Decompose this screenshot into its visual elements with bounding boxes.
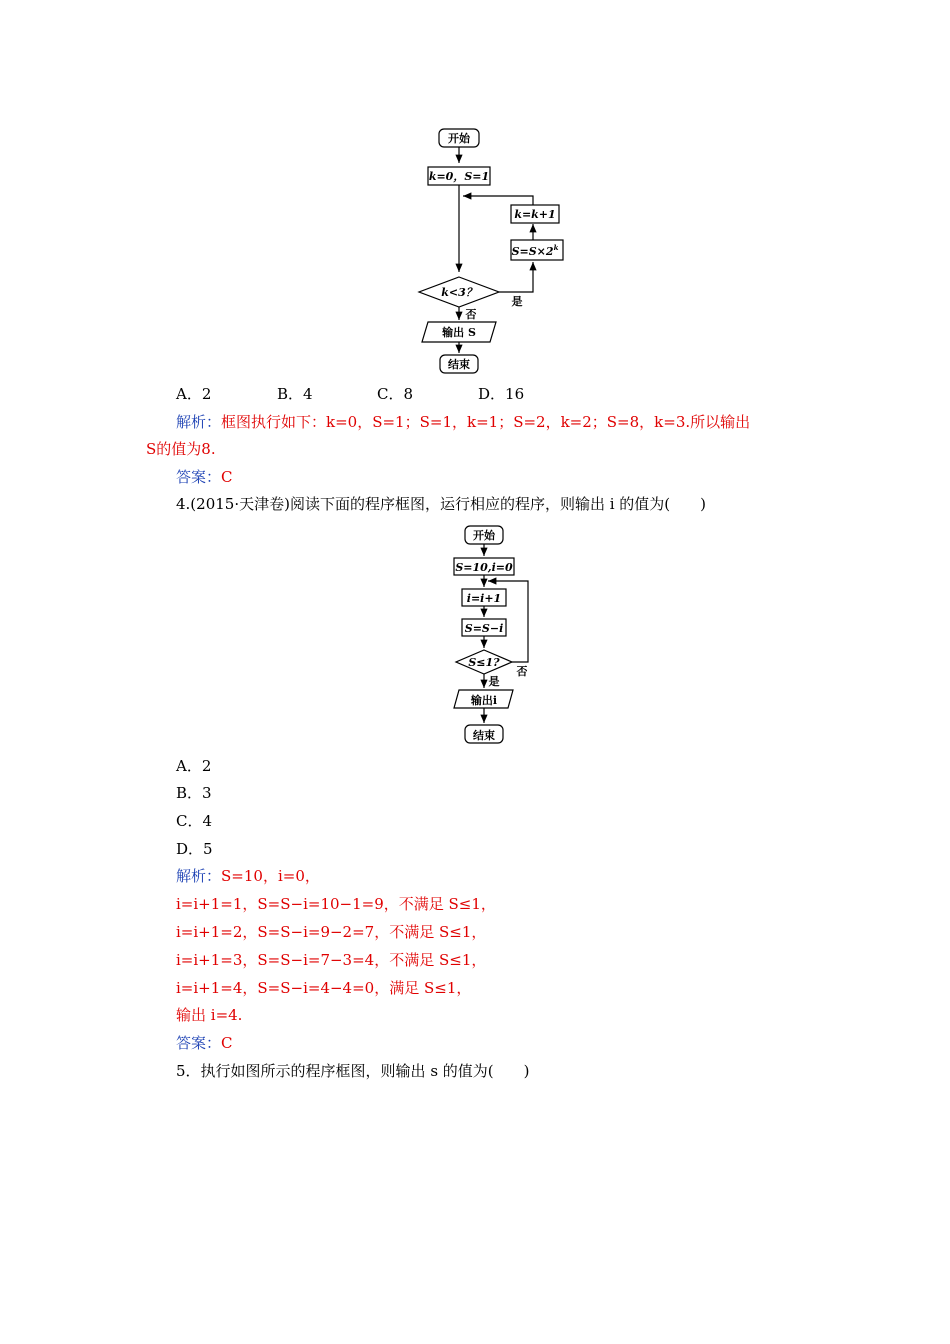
fc1-increment: k=k+1 [514,208,556,221]
q4-answer [176,1033,233,1053]
fc1-init: k=0，S=1 [428,170,490,183]
q4-answer-label: 答案： [176,1034,222,1052]
fc1-no: 否 [465,308,477,321]
fc1-end: 结束 [448,358,470,371]
q4-option-d: D．5 [176,840,213,858]
q4-stem: 4.(2015·天津卷)阅读下面的程序框图，运行相应的程序，则输出 i 的值为( ) [176,495,706,513]
q4-analysis-label: 解析： [176,867,222,885]
q3-option-d: D．16 [478,385,525,403]
fc2-start: 开始 [473,529,495,542]
q4-option-a: A．2 [176,757,212,775]
fc1-yes: 是 [511,295,523,308]
fc1-output: 输出 S [442,326,476,339]
q4-option-b: B．3 [176,784,212,802]
q3-option-a: A．2 [176,385,212,403]
q4-step-1: i=i+1=1，S=S−i=10−1=9，不满足 S≤1， [176,895,496,913]
q4-step-2: i=i+1=2，S=S−i=9−2=7，不满足 S≤1， [176,923,487,941]
fc1-update: S=S×2 [511,245,554,258]
flowchart-1 [0,0,950,380]
q3-answer [176,467,233,487]
fc2-output: 输出i [470,694,498,707]
fc2-yes: 是 [488,675,500,688]
fc2-update: S=S−i [464,622,504,635]
q4-analysis-text: S=10，i=0， [221,867,320,885]
q4-step-5: 输出 i=4. [176,1006,243,1024]
q4-answer-value: C [221,1034,233,1052]
fc2-end: 结束 [473,729,495,742]
q4-step-4: i=i+1=4，S=S−i=4−4=0，满足 S≤1， [176,979,472,997]
flowchart-2 [0,515,950,755]
q5-stem: 5．执行如图所示的程序框图，则输出 s 的值为( ) [176,1062,530,1080]
fc1-update-exp: k [553,243,559,252]
svg-text:S=S×2k [512,243,559,258]
fc2-no: 否 [516,665,528,678]
q4-option-c: C．4 [176,812,213,830]
q3-analysis-text: 框图执行如下：k=0，S=1；S=1，k=1；S=2，k=2；S=8，k=3.所以输出 [221,413,751,431]
q3-analysis-label: 解析： [176,413,222,431]
q3-answer-label: 答案： [176,468,222,486]
q3-option-c: C．8 [377,385,414,403]
fc1-start: 开始 [448,132,470,145]
fc1-condition: k<3？ [441,286,477,299]
q3-option-b: B．4 [277,385,313,403]
fc2-increment: i=i+1 [466,592,502,605]
fc2-init: S=10,i=0 [455,561,513,574]
q3-answer-value: C [221,468,233,486]
q3-analysis-line2: S的值为8. [146,440,216,458]
fc2-condition: S≤1? [468,656,500,669]
q4-step-3: i=i+1=3，S=S−i=7−3=4，不满足 S≤1， [176,951,487,969]
q4-analysis [176,866,320,886]
q3-analysis [176,412,750,432]
